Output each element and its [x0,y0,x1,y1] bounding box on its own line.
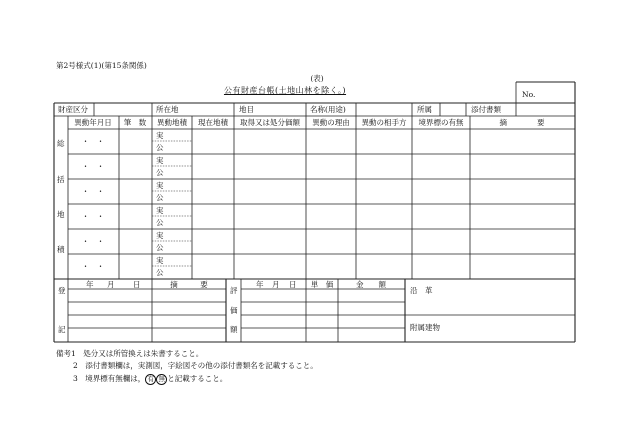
category-label: 財産区分 [58,105,88,114]
date-dots: ・ ・ [81,212,105,221]
circled-yes: 有 [145,374,156,385]
public-label: 公 [156,168,164,177]
valuation-side-char: 価 [230,306,238,315]
no-label: No. [522,90,536,99]
form-title: 公有財産台帳(土地山林を除く。) [223,86,347,95]
val-year: 年 [256,280,264,289]
date-dots: ・ ・ [81,187,105,196]
attached-buildings-label: 附属建物 [410,323,440,332]
reg-year: 年 [86,280,94,289]
public-label: 公 [156,143,164,152]
val-day: 日 [289,280,297,289]
side-label-char: 総 [57,139,65,148]
name-use-label: 名称(用途) [310,105,346,114]
note-3-tail: と記載すること。 [167,374,228,383]
boundary-marker-header: 境界標の有無 [418,118,464,127]
val-amount: 金 額 [356,280,386,289]
public-label: 公 [156,218,164,227]
form-id: 第2号様式(1)(第15条関係) [56,61,147,70]
change-date-header: 異動年月日 [74,118,112,127]
date-dots: ・ ・ [81,262,105,271]
note-1: 備考1 処分又は所管換えは朱書すること。 [56,349,204,358]
public-label: 公 [156,193,164,202]
actual-label: 実 [156,156,164,165]
date-dots: ・ ・ [81,162,105,171]
change-partner-header: 異動の相手方 [361,118,407,127]
valuation-side-char: 額 [230,325,238,334]
public-label: 公 [156,268,164,277]
registration-side-char: 登 [58,286,66,295]
public-label: 公 [156,243,164,252]
actual-label: 実 [156,206,164,215]
table-kind: (表) [310,74,324,83]
summary-header: 摘 要 [499,118,545,127]
lot-type-label: 地目 [239,105,254,114]
note-3 [73,374,227,385]
note-2: 2 添付書類欄は，実測図，字絵図その他の添付書類名を記載すること。 [73,361,318,370]
actual-label: 実 [156,181,164,190]
actual-label: 実 [156,131,164,140]
attached-docs-label: 添付書類 [471,105,501,114]
date-dots: ・ ・ [81,137,105,146]
change-reason-header: 異動の理由 [312,118,350,127]
side-label-char: 括 [57,175,65,184]
registration-side-char: 記 [58,325,66,334]
val-month: 月 [272,280,280,289]
reg-month: 月 [107,280,115,289]
valuation-side-char: 評 [230,286,238,295]
note-3-text: 3 境界標有無欄は， [73,374,146,383]
affiliation-label: 所属 [417,105,432,114]
acquisition-price-header: 取得又は処分価額 [240,118,300,127]
actual-label: 実 [156,256,164,265]
reg-summary: 摘 要 [170,280,208,289]
actual-label: 実 [156,231,164,240]
change-area-header: 異動地積 [157,118,187,127]
parcels-header: 筆 数 [123,118,147,127]
side-label-char: 積 [57,245,65,254]
date-dots: ・ ・ [81,237,105,246]
circled-no: 無 [156,374,167,385]
reg-day: 日 [133,280,141,289]
location-label: 所在地 [156,105,179,114]
current-area-header: 現在地積 [198,118,228,127]
val-unit-price: 単 価 [310,280,334,289]
history-label: 沿 革 [410,286,433,295]
side-label-char: 地 [57,210,65,219]
